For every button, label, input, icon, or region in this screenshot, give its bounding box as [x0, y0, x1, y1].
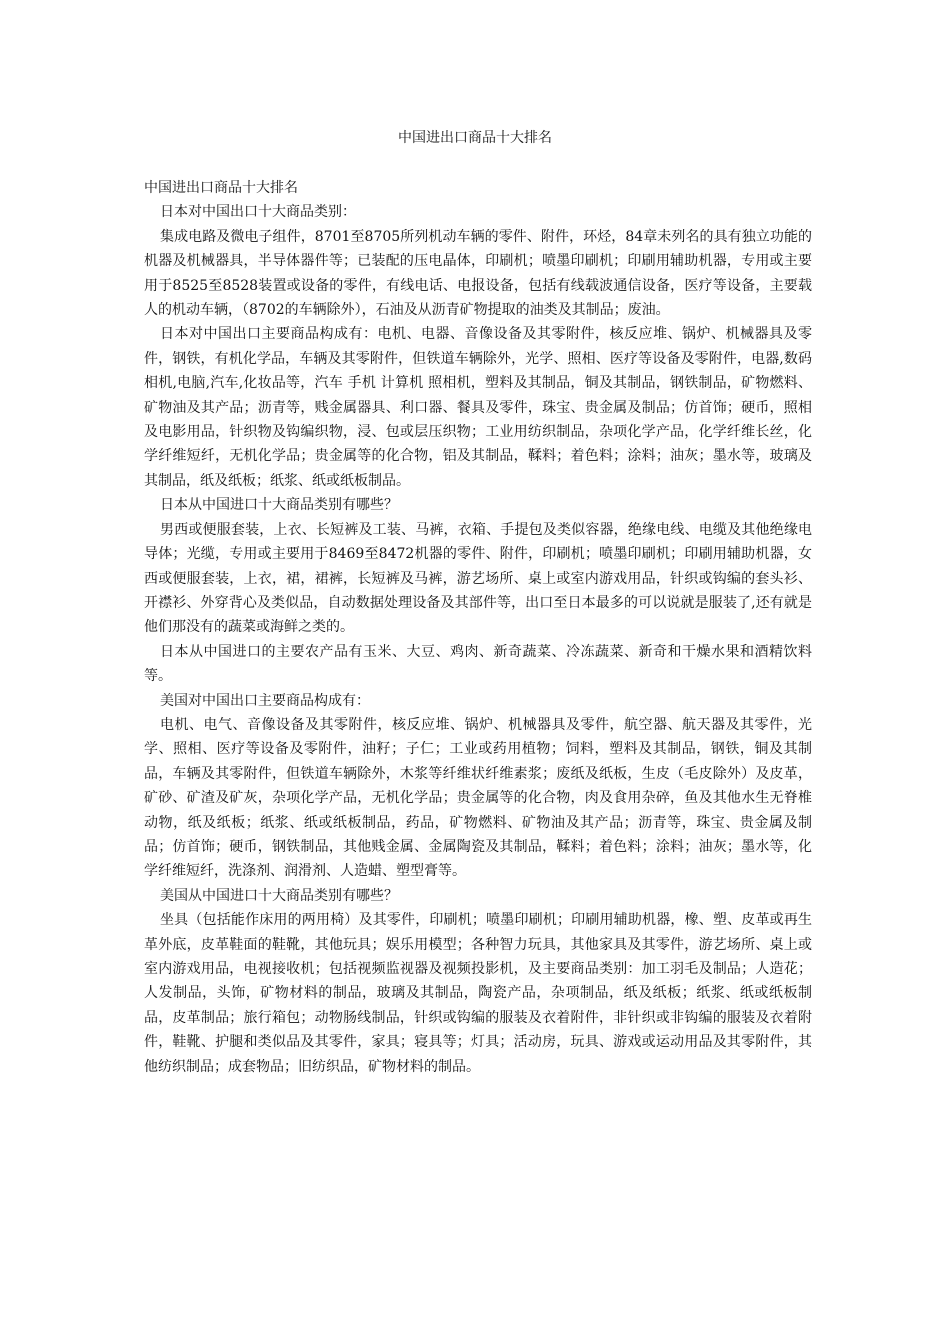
heading-us-export-composition: 美国对中国出口主要商品构成有：	[160, 692, 370, 709]
heading-japan-import-top10: 日本从中国进口十大商品类别有哪些？	[160, 497, 398, 514]
paragraph-japan-export-top10: 集成电路及微电子组件，8701至8705所列机动车辆的零件、附件，环烃，84章未列名的具有独立功能的机器及机械器具，半导体器件等；已装配的压电晶体，印刷机；喷墨印刷机；印刷用辅助机器，专用或主要用于8525至8528装置或设备的零件，有线电话、电报设备，包括有线载波通信设备，医疗等设备，主要载人的机动车辆，（8702的车辆除外），石油及从沥青矿物提取的油类及其制品；废油。	[144, 228, 812, 319]
document-body	[144, 176, 812, 1079]
paragraph-japan-export-composition: 日本对中国出口主要商品构成有：电机、电器、音像设备及其零附件，核反应堆、锅炉、机械器具及零件，钢铁，有机化学品，车辆及其零附件，但铁道车辆除外，光学、照相、医疗等设备及零附件，电器,数码相机,电脑,汽车,化妆品等，汽车 手机 计算机 照相机，塑料及其制品，铜及其制品，钢铁制品，矿物燃料、矿物油及其产品；沥青等，贱金属器具、利口器、餐具及零件，珠宝、贵金属及制品；仿首饰；硬币，照相及电影用品，针织物及钩编织物，浸、包或层压织物；工业用纺织制品，杂项化学产品，化学纤维长丝，化学纤维短纤，无机化学品；贵金属等的化合物，铝及其制品，鞣料；着色料；涂料；油灰；墨水等，玻璃及其制品，纸及纸板；纸浆、纸或纸板制品。	[144, 326, 812, 489]
heading-us-import-top10: 美国从中国进口十大商品类别有哪些？	[160, 887, 398, 904]
paragraph-japan-import-agriculture: 日本从中国进口的主要农产品有玉米、大豆、鸡肉、新奇蔬菜、冷冻蔬菜、新奇和干燥水果和酒精饮料等。	[144, 643, 812, 685]
paragraph-us-import-top10: 坐具（包括能作床用的两用椅）及其零件，印刷机；喷墨印刷机；印刷用辅助机器，橡、塑、皮革或再生革外底，皮革鞋面的鞋靴，其他玩具；娱乐用模型；各种智力玩具，其他家具及其零件，游艺场所、桌上或室内游戏用品，电视接收机；包括视频监视器及视频投影机，及主要商品类别：加工羽毛及制品；人造花；人发制品，头饰，矿物材料的制品，玻璃及其制品，陶瓷产品，杂项制品，纸及纸板；纸浆、纸或纸板制品，皮革制品；旅行箱包；动物肠线制品，针织或钩编的服装及衣着附件，非针织或非钩编的服装及衣着附件，鞋靴、护腿和类似品及其零件，家具；寝具等；灯具；活动房，玩具、游戏或运动用品及其零附件，其他纺织制品；成套物品；旧纺织品，矿物材料的制品。	[144, 912, 812, 1075]
heading-japan-export-top10: 日本对中国出口十大商品类别：	[160, 204, 356, 221]
paragraph-japan-import-top10: 男西或便服套装，上衣、长短裤及工装、马裤，衣箱、手提包及类似容器，绝缘电线、电缆及其他绝缘电导体；光缆，专用或主要用于8469至8472机器的零件、附件，印刷机；喷墨印刷机；印刷用辅助机器，女西或便服套装，上衣，裙，裙裤，长短裤及马裤，游艺场所、桌上或室内游戏用品，针织或钩编的套头衫、开襟衫、外穿背心及类似品，自动数据处理设备及其部件等，出口至日本最多的可以说就是服装了,还有就是他们那没有的蔬菜或海鲜之类的。	[144, 521, 812, 636]
document-subtitle: 中国进出口商品十大排名	[144, 180, 298, 196]
paragraph-us-export-composition: 电机、电气、音像设备及其零附件，核反应堆、锅炉、机械器具及零件，航空器、航天器及其零件，光学、照相、医疗等设备及零附件，油籽；子仁；工业或药用植物；饲料，塑料及其制品，钢铁，铜及其制品，车辆及其零附件，但铁道车辆除外，木浆等纤维状纤维素浆；废纸及纸板，生皮（毛皮除外）及皮革，矿砂、矿渣及矿灰，杂项化学产品，无机化学品；贵金属等的化合物，肉及食用杂碎，鱼及其他水生无脊椎动物，纸及纸板；纸浆、纸或纸板制品，药品，矿物燃料、矿物油及其产品；沥青等，珠宝、贵金属及制品；仿首饰；硬币，钢铁制品，其他贱金属、金属陶瓷及其制品，鞣料；着色料；涂料；油灰；墨水等，化学纤维短纤，洗涤剂、润滑剂、人造蜡、塑型膏等。	[144, 716, 812, 880]
page-title: 中国进出口商品十大排名	[398, 130, 552, 146]
